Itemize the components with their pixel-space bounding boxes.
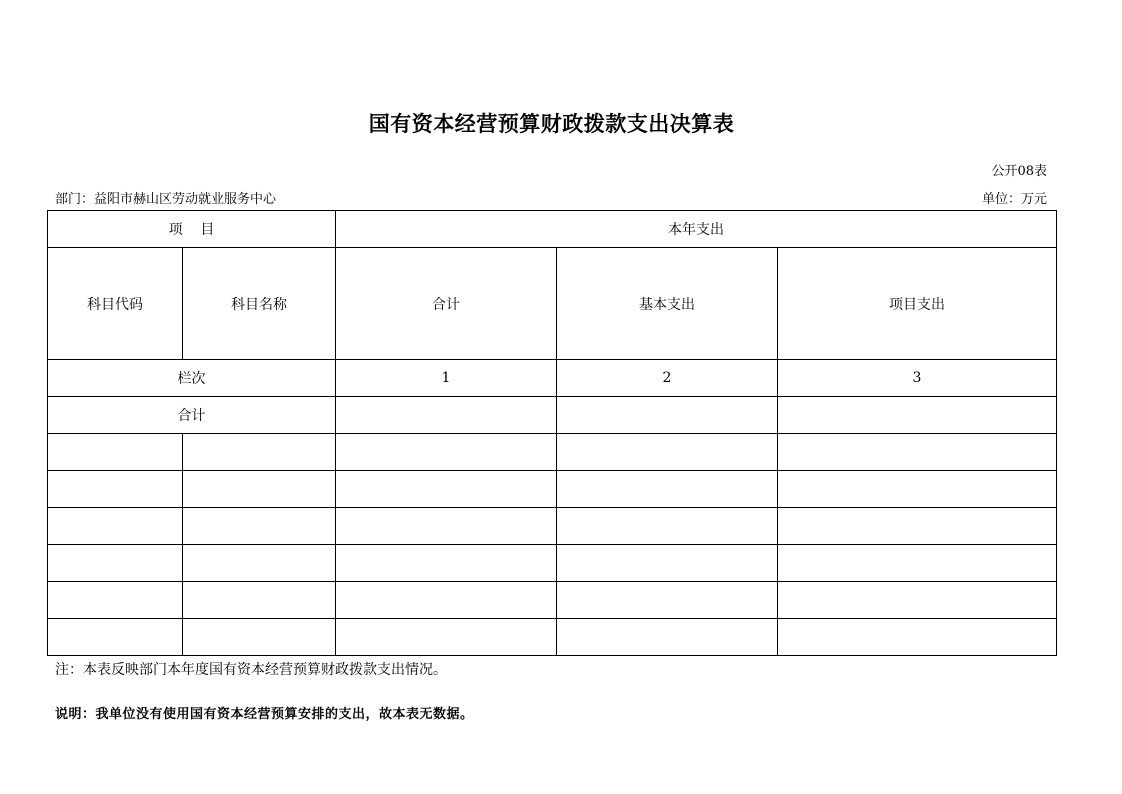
index-cell-2: 2 bbox=[557, 360, 778, 397]
table-cell bbox=[336, 434, 557, 471]
table-row bbox=[48, 471, 1057, 508]
table-cell bbox=[48, 582, 183, 619]
page-title: 国有资本经营预算财政拨款支出决算表 bbox=[368, 111, 735, 136]
table-cell bbox=[336, 582, 557, 619]
total-cell bbox=[336, 397, 557, 434]
table-cell bbox=[778, 471, 1057, 508]
row-index-label: 栏次 bbox=[48, 360, 336, 397]
table-row bbox=[48, 582, 1057, 619]
table-cell bbox=[183, 619, 336, 656]
table-cell bbox=[48, 508, 183, 545]
table-cell bbox=[557, 471, 778, 508]
table-cell bbox=[557, 582, 778, 619]
explanation-text: 说明：我单位没有使用国有资本经营预算安排的支出，故本表无数据。 bbox=[55, 707, 474, 722]
table-cell bbox=[557, 434, 778, 471]
table-cell bbox=[336, 619, 557, 656]
table-note: 注：本表反映部门本年度国有资本经营预算财政拨款支出情况。 bbox=[55, 662, 447, 678]
department-label: 部门：益阳市赫山区劳动就业服务中心 bbox=[55, 192, 277, 207]
table-cell bbox=[778, 545, 1057, 582]
table-row bbox=[48, 619, 1057, 656]
index-cell-3: 3 bbox=[778, 360, 1057, 397]
table-cell bbox=[557, 619, 778, 656]
table-cell bbox=[48, 471, 183, 508]
table-cell bbox=[557, 545, 778, 582]
column-subject-code: 科目代码 bbox=[48, 248, 183, 360]
table-cell bbox=[48, 545, 183, 582]
table-cell bbox=[336, 471, 557, 508]
data-rows bbox=[48, 434, 1057, 656]
table-cell bbox=[778, 582, 1057, 619]
column-subject-name: 科目名称 bbox=[183, 248, 336, 360]
table-cell bbox=[48, 619, 183, 656]
table-cell bbox=[778, 508, 1057, 545]
table-cell bbox=[183, 582, 336, 619]
table-cell bbox=[48, 434, 183, 471]
table-row bbox=[48, 545, 1057, 582]
header-item: 项 目 bbox=[48, 211, 336, 248]
column-total: 合计 bbox=[336, 248, 557, 360]
table-row bbox=[48, 508, 1057, 545]
form-number: 公开08表 bbox=[991, 164, 1047, 179]
table-cell bbox=[778, 434, 1057, 471]
total-basic-cell bbox=[557, 397, 778, 434]
column-basic-expenditure: 基本支出 bbox=[557, 248, 778, 360]
index-cell-1: 1 bbox=[336, 360, 557, 397]
table-cell bbox=[183, 471, 336, 508]
row-total-label: 合计 bbox=[48, 397, 336, 434]
expenditure-table bbox=[47, 210, 1057, 656]
table-cell bbox=[557, 508, 778, 545]
table-cell bbox=[336, 545, 557, 582]
column-project-expenditure: 项目支出 bbox=[778, 248, 1057, 360]
header-current-year: 本年支出 bbox=[336, 211, 1057, 248]
total-project-cell bbox=[778, 397, 1057, 434]
table-cell bbox=[336, 508, 557, 545]
table-row bbox=[48, 434, 1057, 471]
table-cell bbox=[183, 545, 336, 582]
unit-label: 单位：万元 bbox=[981, 192, 1047, 207]
table-cell bbox=[183, 434, 336, 471]
table-cell bbox=[778, 619, 1057, 656]
table-cell bbox=[183, 508, 336, 545]
